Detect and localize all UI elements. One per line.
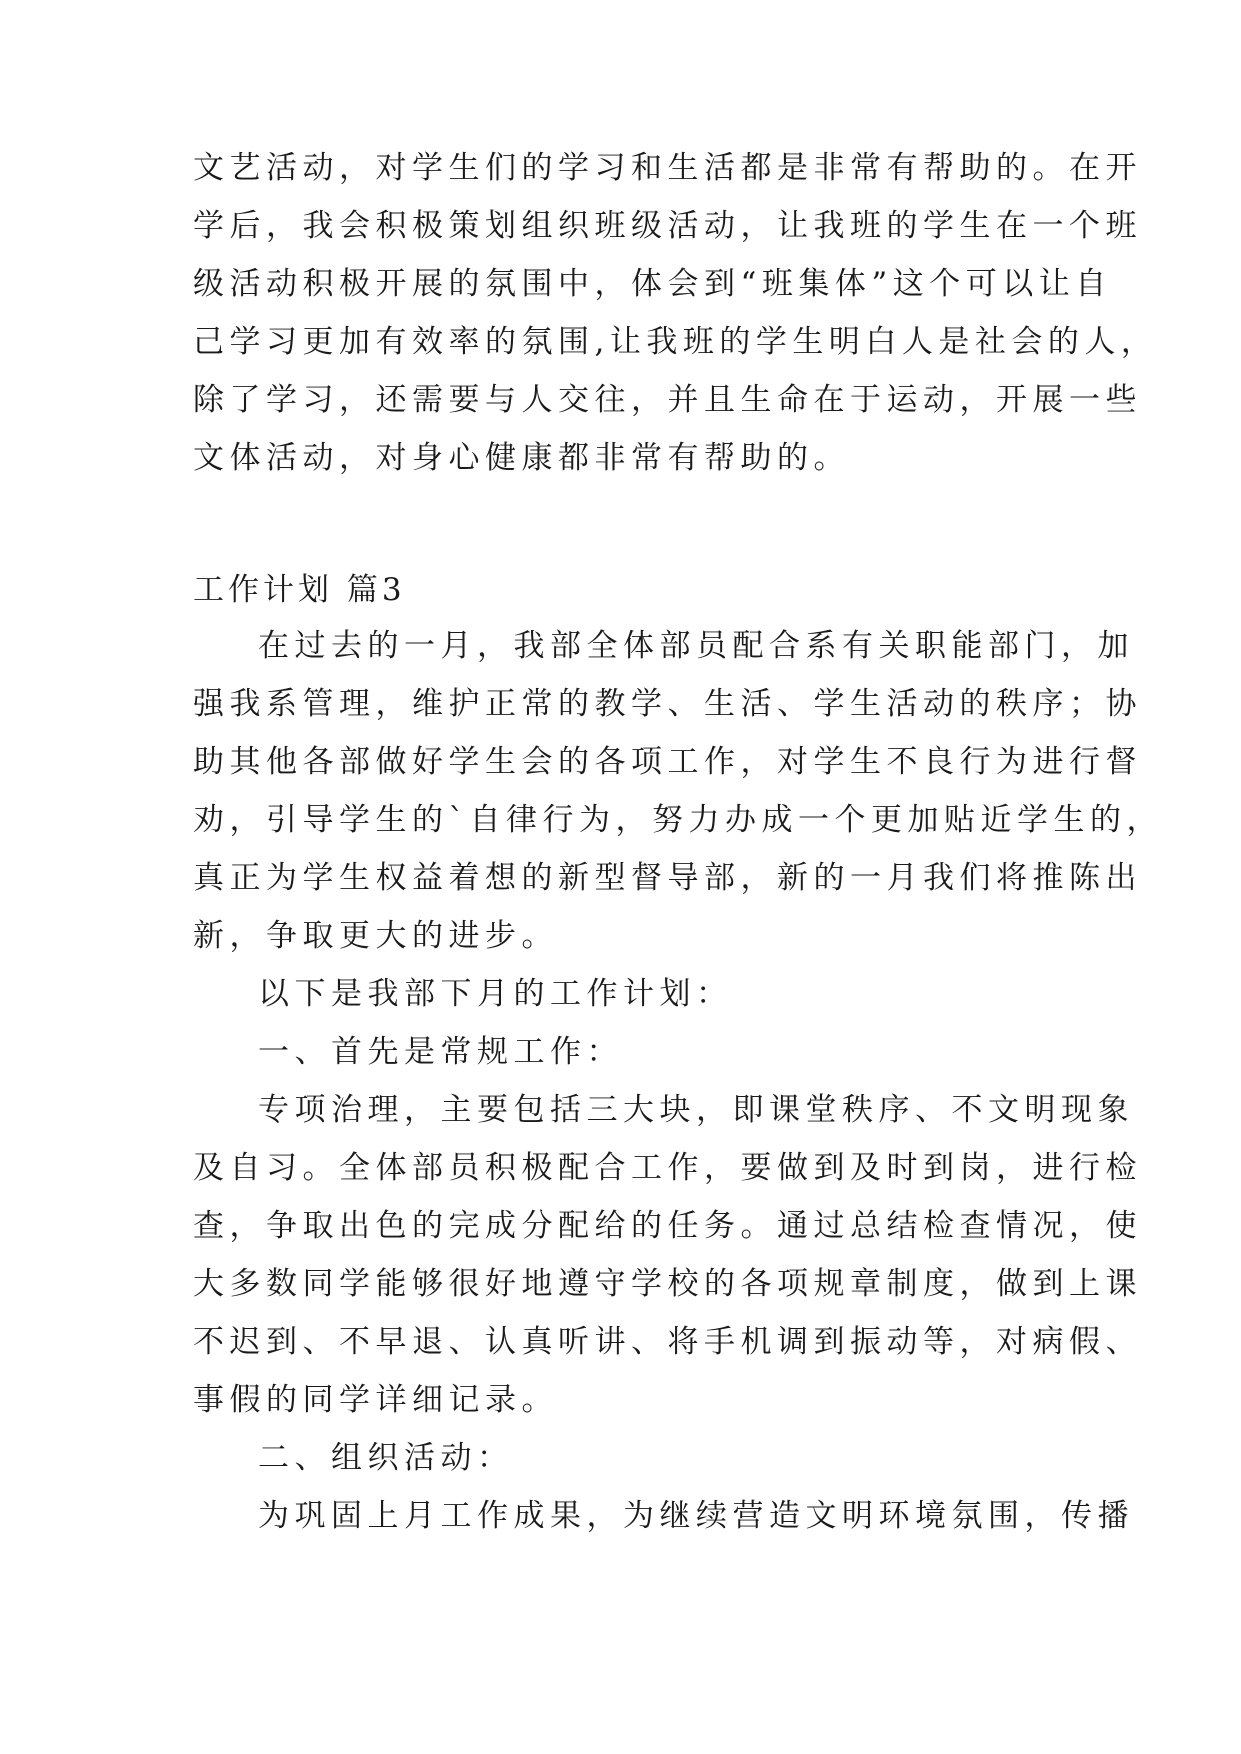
text-line: 文体活动，对身心健康都非常有帮助的。	[193, 440, 850, 476]
text-line: 除了学习，还需要与人交往，并且生命在于运动，开展一些	[193, 382, 1142, 418]
paragraph-first-line: 一、首先是常规工作：	[258, 1034, 623, 1070]
paragraph-first-line: 在过去的一月，我部全体部员配合系有关职能部门，加	[258, 628, 1134, 664]
text-line: 及自习。全体部员积极配合工作，要做到及时到岗，进行检	[193, 1150, 1142, 1186]
text-line: 级活动积极开展的氛围中，体会到“班集体”这个可以让自	[193, 266, 1112, 302]
text-line: 大多数同学能够很好地遵守学校的各项规章制度，做到上课	[193, 1266, 1142, 1302]
text-line: 己学习更加有效率的氛围,让我班的学生明白人是社会的人，	[193, 324, 1158, 360]
paragraph-first-line: 专项治理，主要包括三大块，即课堂秩序、不文明现象	[258, 1092, 1134, 1128]
text-line: 不迟到、不早退、认真听讲、将手机调到振动等，对病假、	[193, 1324, 1142, 1360]
section-heading: 工作计划 篇3	[193, 572, 406, 608]
text-line: 事假的同学详细记录。	[193, 1382, 558, 1418]
text-line: 助其他各部做好学生会的各项工作，对学生不良行为进行督	[193, 744, 1142, 780]
text-line: 强我系管理，维护正常的教学、生活、学生活动的秩序；协	[193, 686, 1142, 722]
paragraph-first-line: 以下是我部下月的工作计划：	[258, 976, 733, 1012]
paragraph-first-line: 为巩固上月工作成果，为继续营造文明环境氛围，传播	[258, 1498, 1134, 1534]
text-line: 劝，引导学生的`自律行为，努力办成一个更加贴近学生的，	[193, 802, 1163, 838]
text-line: 学后，我会积极策划组织班级活动，让我班的学生在一个班	[193, 208, 1142, 244]
text-line: 文艺活动，对学生们的学习和生活都是非常有帮助的。在开	[193, 150, 1142, 186]
paragraph-first-line: 二、组织活动：	[258, 1440, 514, 1476]
text-line: 新，争取更大的进步。	[193, 918, 558, 954]
text-line: 真正为学生权益着想的新型督导部，新的一月我们将推陈出	[193, 860, 1142, 896]
text-line: 查，争取出色的完成分配给的任务。通过总结检查情况，使	[193, 1208, 1142, 1244]
